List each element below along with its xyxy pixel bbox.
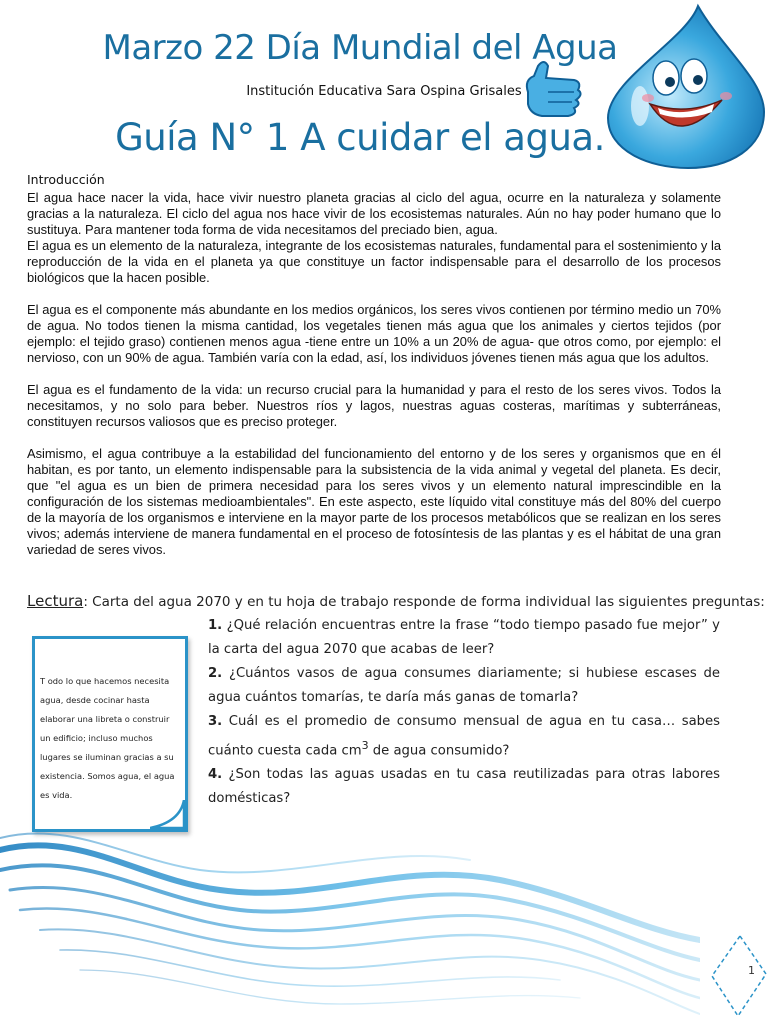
reading-text: : Carta del agua 2070 y en tu hoja de trabajo responde de forma individual las siguientes preguntas: bbox=[83, 594, 765, 610]
question-item bbox=[208, 662, 720, 710]
intro-heading: Introducción bbox=[27, 172, 105, 187]
question-text: ¿Son todas las aguas usadas en tu casa reutilizadas para otras labores domésticas? bbox=[208, 767, 720, 807]
intro-paragraph: El agua es un elemento de la naturaleza, integrante de los ecosistemas naturales, fundamental para el sostenimiento y la reproducción de la vida en el planeta ya que constituye un factor indispensable para el desarrollo de los procesos biológicos que la hacen posible. bbox=[27, 238, 721, 285]
question-number: 1. bbox=[208, 618, 223, 633]
question-text: ¿Qué relación encuentras entre la frase “todo tiempo pasado fue mejor” y la carta del agua 2070 que acabas de leer? bbox=[208, 618, 720, 657]
water-drop-mascot-icon bbox=[508, 0, 768, 170]
question-number: 3. bbox=[208, 714, 223, 729]
dashed-diamond-badge bbox=[708, 934, 768, 1018]
question-text: de agua consumido? bbox=[368, 743, 510, 759]
intro-paragraph: Asimismo, el agua contribuye a la estabilidad del funcionamiento del entorno y de los seres y organismos que en él habitan, es por tanto, un elemento indispensable para la subsistencia de la vida animal y vegetal del planeta. Es decir, que "el agua es un bien de primera necesidad para los seres vivos y un elemento natural imprescindible en la configuración de los sistemas medioambientales". En este aspecto, este líquido vital constituye más del 80% del cuerpo de la mayoría de los organismos e interviene en la mayor parte de los procesos metabólicos que se realizan en los seres vivos; además interviene de manera fundamental en el proceso de fotosíntesis de las plantas y es el hábitat de una gran variedad de seres vivos. bbox=[27, 446, 721, 557]
page-number: 1 bbox=[748, 964, 755, 977]
intro-paragraph: El agua es el componente más abundante en los medios orgánicos, los seres vivos contienen por término medio un 70% de agua. No todos tienen la misma cantidad, los vegetales tienen más agua que los animales y ciertos tejidos (por ejemplo: el tejido graso) contienen menos agua -tiene entre un 10% a un 20% de agua- que otros como, por ejemplo: el nervioso, con un 90% de agua. También varía con la edad, así, los individuos jóvenes tienen más agua que los adultos. bbox=[27, 302, 721, 365]
reading-label: Lectura bbox=[27, 592, 84, 610]
question-item bbox=[208, 710, 720, 763]
thumbs-up-icon bbox=[527, 62, 581, 116]
school-name: Institución Educativa Sara Ospina Grisales bbox=[246, 84, 522, 99]
question-item bbox=[208, 763, 720, 811]
page-title: Marzo 22 Día Mundial del Agua bbox=[102, 28, 618, 68]
guide-title: Guía N° 1 A cuidar el agua. bbox=[115, 116, 605, 159]
intro-body bbox=[27, 190, 721, 574]
questions-list bbox=[208, 614, 720, 811]
question-number: 4. bbox=[208, 767, 223, 783]
reading-instruction bbox=[27, 592, 765, 610]
question-text: Cuál es el promedio de consumo mensual de agua en tu casa… sabes cuánto cuesta cada cm bbox=[208, 714, 720, 759]
water-wave-decoration bbox=[0, 820, 700, 1024]
intro-paragraph: El agua es el fundamento de la vida: un recurso crucial para la humanidad y para el resto de los seres vivos. Todos la necesitamos, y no solo para beber. Nuestros ríos y lagos, nuestras aguas costeras, marítimas y subterráneas, constituyen recursos valiosos que es preciso proteger. bbox=[27, 382, 721, 429]
intro-paragraph: El agua hace nacer la vida, hace vivir nuestro planeta gracias al ciclo del agua, ocurre en la naturaleza y solamente gracias a la naturaleza. El ciclo del agua nos hace vivir de los ecosistemas naturales. Aún no hay poder humano que lo sustituya. Para mantener toda forma de vida necesitamos del preciado bien, agua. bbox=[27, 190, 721, 237]
question-superscript: 3 bbox=[361, 739, 369, 752]
note-text: T odo lo que hacemos necesita agua, desde cocinar hasta elaborar una libreta o construir un edificio; incluso muchos lugares se iluminan gracias a su existencia. Somos agua, el agua es vida. bbox=[40, 676, 175, 800]
question-item bbox=[208, 614, 720, 662]
question-number: 2. bbox=[208, 666, 223, 681]
question-text: ¿Cuántos vasos de agua consumes diariamente; si hubiese escases de agua cuántos tomarías, te daría más ganas de tomarla? bbox=[208, 666, 720, 705]
